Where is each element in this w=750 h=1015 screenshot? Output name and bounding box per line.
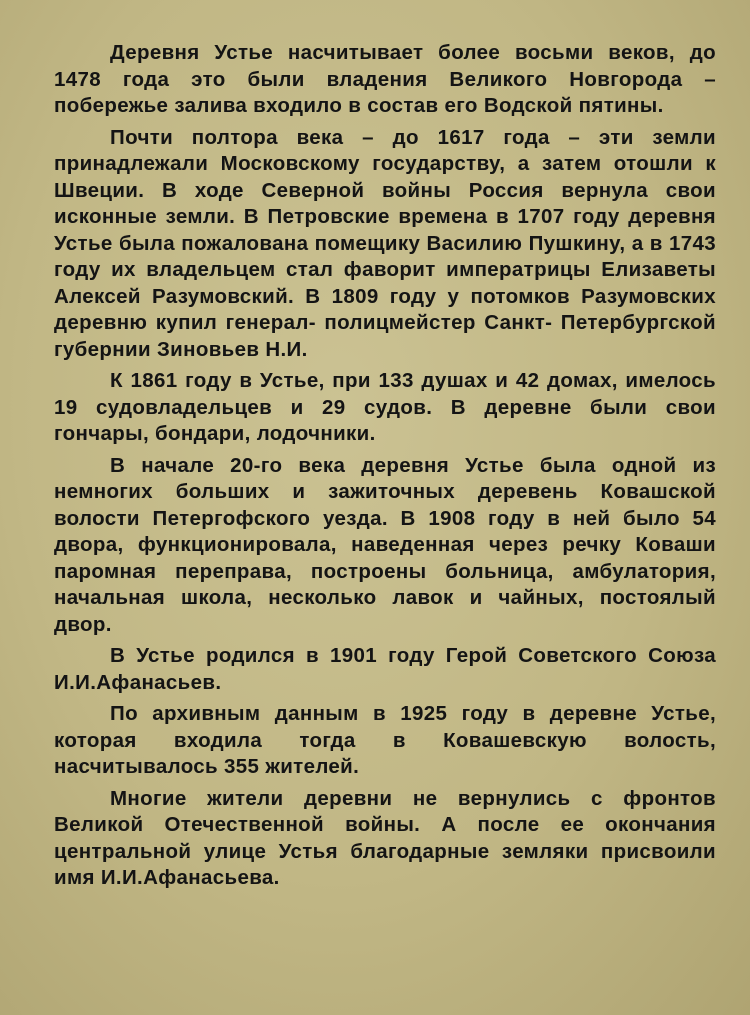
- paragraph-2: Почти полтора века – до 1617 года – эти земли принадлежали Московскому государству, а затем отошли к Швеции. В ходе Северной войны Россия вернула свои исконные земли. В Петровские времена в 1707 году деревня Устье была пожалована помещику Василию Пушкину, а в 1743 году их владельцем стал фаворит императрицы Елизаветы Алексей Разумовский. В 1809 году у потомков Разумовских деревню купил генерал- полицмейстер Санкт- Петербургской губернии Зиновьев Н.И.: [54, 125, 716, 361]
- paragraph-5: В Устье родился в 1901 году Герой Советского Союза И.И.Афанасьев.: [54, 644, 716, 694]
- paragraph-6: По архивным данным в 1925 году в деревне Устье, которая входила тогда в Ковашевскую волость, насчитывалось 355 жителей.: [54, 702, 716, 778]
- paragraph-1: Деревня Устье насчитывает более восьми веков, до 1478 года это были владения Великого Новгорода – побережье залива входило в состав его Водской пятины.: [54, 41, 716, 117]
- document-body: [54, 40, 716, 892]
- paragraph-4: В начале 20-го века деревня Устье была одной из немногих больших и зажиточных деревень Ковашской волости Петергофского уезда. В 1908 году в ней было 54 двора, функционировала, наведенная через речку Коваши паромная переправа, построены больница, амбулатория, начальная школа, несколько лавок и чайных, постоялый двор.: [54, 453, 716, 636]
- paragraph-3: К 1861 году в Устье, при 133 душах и 42 домах, имелось 19 судовладельцев и 29 судов. В деревне были свои гончары, бондари, лодочники.: [54, 369, 716, 445]
- paragraph-7: Многие жители деревни не вернулись с фронтов Великой Отечественной войны. А после ее окончания центральной улице Устья благодарные земляки присвоили имя И.И.Афанасьева.: [54, 786, 716, 889]
